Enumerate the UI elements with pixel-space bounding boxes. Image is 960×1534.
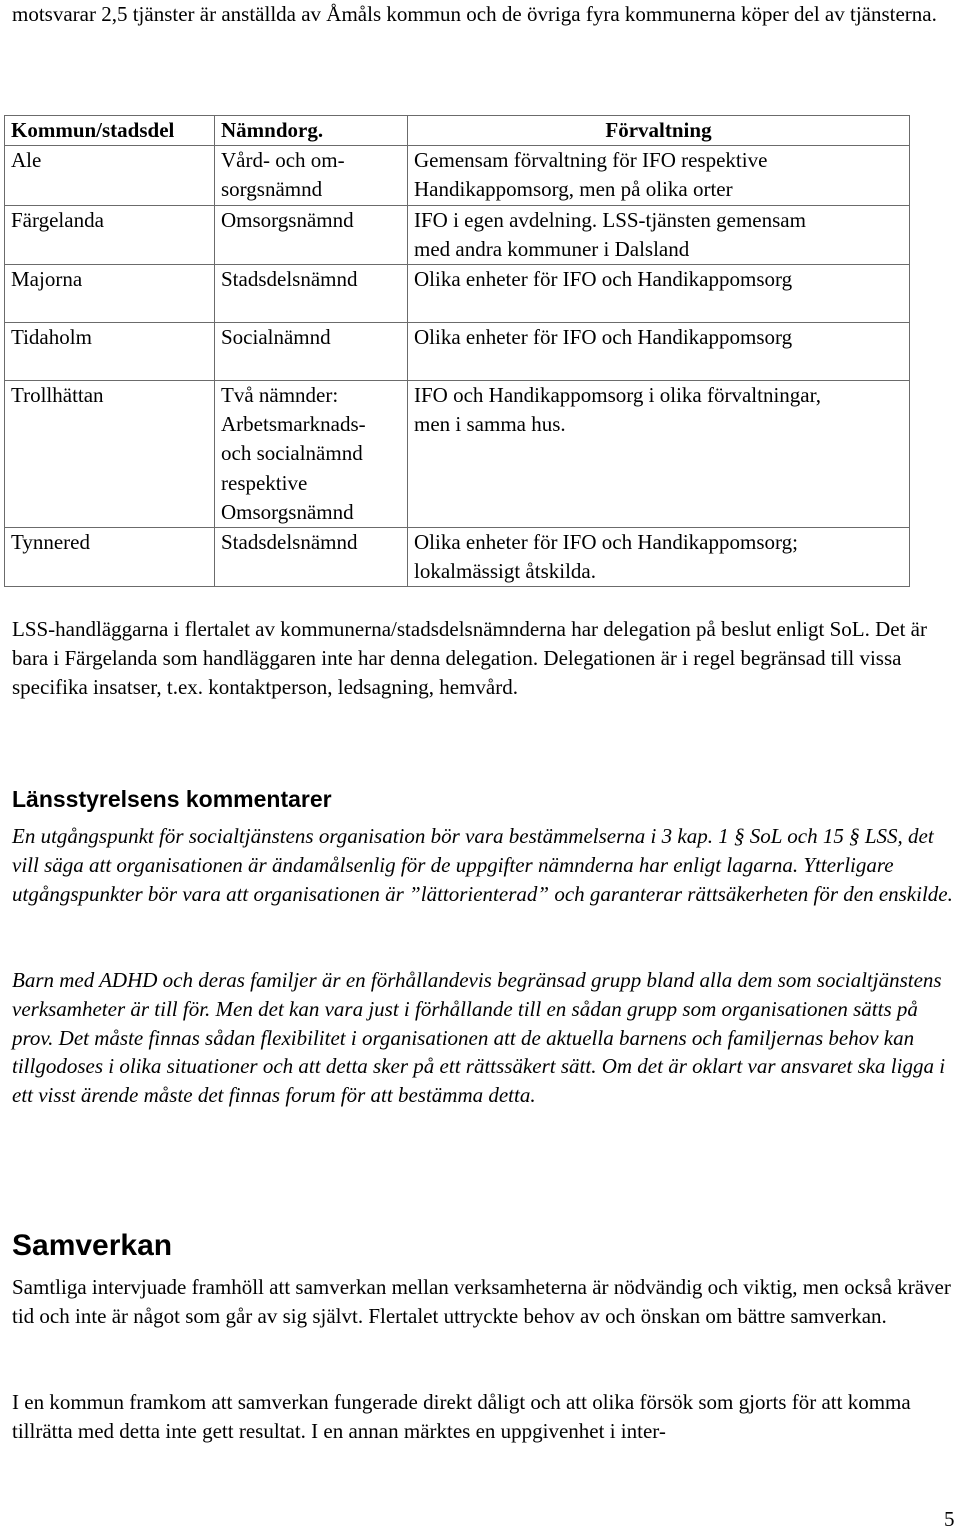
lss-paragraph: LSS-handläggarna i flertalet av kommunerna/stadsdelsnämnderna har delegation på beslut enligt SoL. Det är bara i Färgelanda som handläggaren inte har denna delegation. Delegationen är i regel begränsad till vissa specifika insatser, t.ex. kontaktperson, ledsagning, hemvård. — [12, 617, 927, 699]
cell-kommun: Tynnered — [5, 528, 215, 587]
table-row — [5, 323, 910, 381]
organization-table — [4, 115, 910, 587]
lansstyrelsen-heading: Länsstyrelsens kommentarer — [12, 786, 332, 812]
lansstyrelsen-paragraph-2: Barn med ADHD och deras familjer är en förhållandevis begränsad grupp bland alla dem som socialtjänstens verksamheter är till för. Men det kan vara just i förhållande till en sådan grupp som organisationen sätts på prov. Det måste finnas sådan flexibilitet i organisationen att de aktuella barnens och familjernas behov kan tillgodoses i olika situationer och att detta sker på ett rättssäkert sätt. Om det är oklart var ansvaret ska ligga i ett visst ärende måste det finnas forum för att bestämma detta. — [12, 968, 946, 1108]
cell-kommun: Tidaholm — [5, 323, 215, 381]
table-row — [5, 146, 910, 205]
cell-kommun: Trollhättan — [5, 381, 215, 528]
cell-forvaltning: Olika enheter för IFO och Handikappomsorg — [408, 265, 910, 323]
cell-namnd: Stadsdelsnämnd — [215, 265, 408, 323]
samverkan-heading: Samverkan — [12, 1229, 173, 1262]
cell-forvaltning: Gemensam förvaltning för IFO respektive Handikappomsorg, men på olika orter — [408, 146, 910, 205]
lansstyrelsen-paragraph-1: En utgångspunkt för socialtjänstens organisation bör vara bestämmelserna i 3 kap. 1 § SoL och 15 § LSS, det vill säga att organisationen är ändamålsenlig för de uppgifter nämnderna har enligt lagarna. Ytterligare utgångspunkter bör vara att organisationen är ”lättorienterad” och garanterar rättsäkerheten för den enskilde. — [12, 824, 953, 906]
header-namndorg: Nämndorg. — [215, 116, 408, 146]
cell-namnd: Två nämnder: Arbetsmarknads- och socialnämnd respektive Omsorgsnämnd — [215, 381, 408, 528]
cell-forvaltning: Olika enheter för IFO och Handikappomsorg — [408, 323, 910, 381]
samverkan-paragraph-2: I en kommun framkom att samverkan fungerade direkt dåligt och att olika försök som gjorts för att komma tillrätta med detta inte gett resultat. I en annan märktes en uppgivenhet i inter- — [12, 1390, 911, 1443]
cell-forvaltning: IFO och Handikappomsorg i olika förvaltningar, men i samma hus. — [408, 381, 910, 528]
cell-namnd: Stadsdelsnämnd — [215, 528, 408, 587]
intro-paragraph: motsvarar 2,5 tjänster är anställda av Åmåls kommun och de övriga fyra kommunerna köper del av tjänsterna. — [12, 2, 937, 26]
cell-kommun: Färgelanda — [5, 205, 215, 264]
table-header-row — [5, 116, 910, 146]
cell-kommun: Ale — [5, 146, 215, 205]
table-row — [5, 265, 910, 323]
page-number: 5 — [944, 1507, 955, 1531]
cell-namnd: Omsorgsnämnd — [215, 205, 408, 264]
table-row — [5, 528, 910, 587]
samverkan-paragraph-1: Samtliga intervjuade framhöll att samverkan mellan verksamheterna är nödvändig och viktig, men också kräver tid och inte är något som går av sig självt. Flertalet uttryckte behov av och önskan om bättre samverkan. — [12, 1275, 951, 1328]
cell-forvaltning: IFO i egen avdelning. LSS-tjänsten gemensam med andra kommuner i Dalsland — [408, 205, 910, 264]
cell-namnd: Vård- och om- sorgsnämnd — [215, 146, 408, 205]
table-row — [5, 381, 910, 528]
cell-namnd: Socialnämnd — [215, 323, 408, 381]
cell-forvaltning: Olika enheter för IFO och Handikappomsorg; lokalmässigt åtskilda. — [408, 528, 910, 587]
table-row — [5, 205, 910, 264]
header-kommun: Kommun/stadsdel — [5, 116, 215, 146]
cell-kommun: Majorna — [5, 265, 215, 323]
header-forvaltning: Förvaltning — [408, 116, 910, 146]
